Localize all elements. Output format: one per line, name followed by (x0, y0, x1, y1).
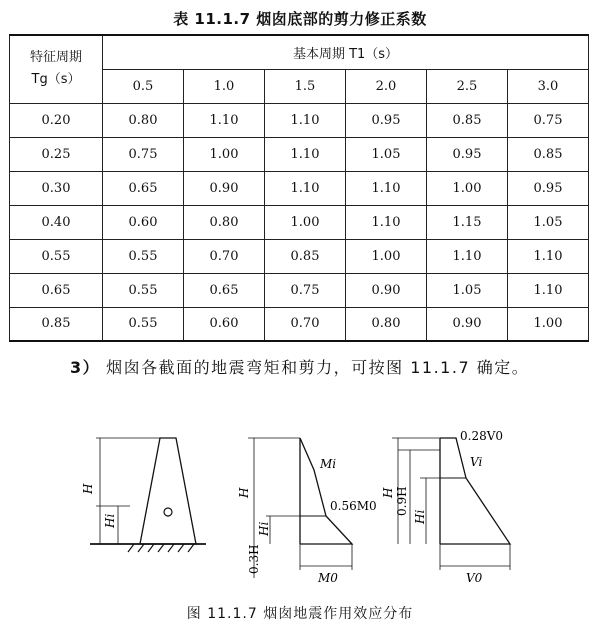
value-cell: 0.80 (184, 205, 265, 239)
value-cell: 1.10 (346, 171, 427, 205)
value-cell: 1.05 (427, 273, 508, 307)
value-cell: 0.70 (184, 239, 265, 273)
value-cell: 1.05 (508, 205, 589, 239)
value-cell: 0.65 (103, 171, 184, 205)
period-group-header: 基本周期 T1（s） (103, 35, 589, 69)
table-row (10, 103, 589, 137)
label-M0: M0 (318, 571, 338, 585)
value-cell: 1.00 (184, 137, 265, 171)
tg-cell: 0.85 (10, 307, 103, 341)
value-cell: 0.55 (103, 307, 184, 341)
table-row (10, 307, 589, 341)
tg-cell: 0.55 (10, 239, 103, 273)
label-09H: 0.9H (395, 486, 409, 516)
period-header: 2.0 (346, 69, 427, 103)
value-cell: 0.95 (508, 171, 589, 205)
value-cell: 0.55 (103, 239, 184, 273)
paragraph-number: 3） (70, 358, 101, 377)
value-cell: 1.10 (265, 103, 346, 137)
label-H-shear: H (381, 487, 395, 498)
value-cell: 1.10 (184, 103, 265, 137)
value-cell: 0.90 (346, 273, 427, 307)
tg-cell: 0.40 (10, 205, 103, 239)
label-Vi: Vi (470, 455, 483, 469)
value-cell: 1.00 (508, 307, 589, 341)
table-row (10, 239, 589, 273)
value-cell: 1.10 (265, 171, 346, 205)
value-cell: 1.00 (265, 205, 346, 239)
value-cell: 0.55 (103, 273, 184, 307)
tg-cell: 0.25 (10, 137, 103, 171)
label-Mi: Mi (320, 457, 337, 471)
value-cell: 1.05 (346, 137, 427, 171)
table-row (10, 273, 589, 307)
row-header-line1: 特征周期 (29, 50, 82, 66)
label-028V0: 0.28V0 (460, 429, 504, 443)
value-cell: 0.85 (265, 239, 346, 273)
value-cell: 0.95 (346, 103, 427, 137)
value-cell: 1.00 (346, 239, 427, 273)
value-cell: 0.90 (427, 307, 508, 341)
label-056M0: 0.56M0 (330, 499, 377, 513)
label-Hi: Hi (103, 513, 117, 528)
period-header: 1.0 (184, 69, 265, 103)
label-H: H (81, 483, 95, 494)
value-cell: 1.10 (265, 137, 346, 171)
value-cell: 0.85 (427, 103, 508, 137)
row-header-cell (10, 35, 103, 103)
value-cell: 1.10 (427, 239, 508, 273)
paragraph-text: 烟囱各截面的地震弯矩和剪力，可按图 11.1.7 确定。 (106, 358, 530, 377)
value-cell: 1.10 (346, 205, 427, 239)
value-cell: 0.70 (265, 307, 346, 341)
chimney-diagram (90, 438, 206, 552)
value-cell: 0.90 (184, 171, 265, 205)
label-03H: 0.3H (247, 544, 261, 574)
value-cell: 0.85 (508, 137, 589, 171)
table-row (10, 205, 589, 239)
value-cell: 0.80 (103, 103, 184, 137)
value-cell: 0.95 (427, 137, 508, 171)
label-Hi-shear: Hi (413, 509, 427, 524)
value-cell: 1.10 (508, 273, 589, 307)
value-cell: 0.75 (103, 137, 184, 171)
tg-cell: 0.20 (10, 103, 103, 137)
value-cell: 0.60 (184, 307, 265, 341)
body-paragraph (70, 352, 590, 384)
table-title: 表 11.1.7 烟囱底部的剪力修正系数 (173, 10, 427, 28)
period-header: 1.5 (265, 69, 346, 103)
value-cell: 0.65 (184, 273, 265, 307)
figure-caption: 图 11.1.7 烟囱地震作用效应分布 (186, 606, 414, 622)
period-header: 3.0 (508, 69, 589, 103)
tg-cell: 0.65 (10, 273, 103, 307)
shear-diagram (392, 438, 510, 570)
row-header-line2: Tg（s） (31, 72, 81, 88)
table-row (10, 137, 589, 171)
value-cell: 1.15 (427, 205, 508, 239)
tg-cell: 0.30 (10, 171, 103, 205)
period-header: 2.5 (427, 69, 508, 103)
label-Hi-moment: Hi (257, 521, 271, 536)
label-H-moment: H (237, 487, 251, 498)
value-cell: 1.00 (427, 171, 508, 205)
value-cell: 0.60 (103, 205, 184, 239)
label-V0: V0 (466, 571, 483, 585)
seismic-effect-figure (0, 418, 600, 598)
value-cell: 0.80 (346, 307, 427, 341)
value-cell: 0.75 (265, 273, 346, 307)
period-header: 0.5 (103, 69, 184, 103)
table-row (10, 171, 589, 205)
value-cell: 1.10 (508, 239, 589, 273)
correction-coefficient-table (9, 34, 589, 342)
value-cell: 0.75 (508, 103, 589, 137)
